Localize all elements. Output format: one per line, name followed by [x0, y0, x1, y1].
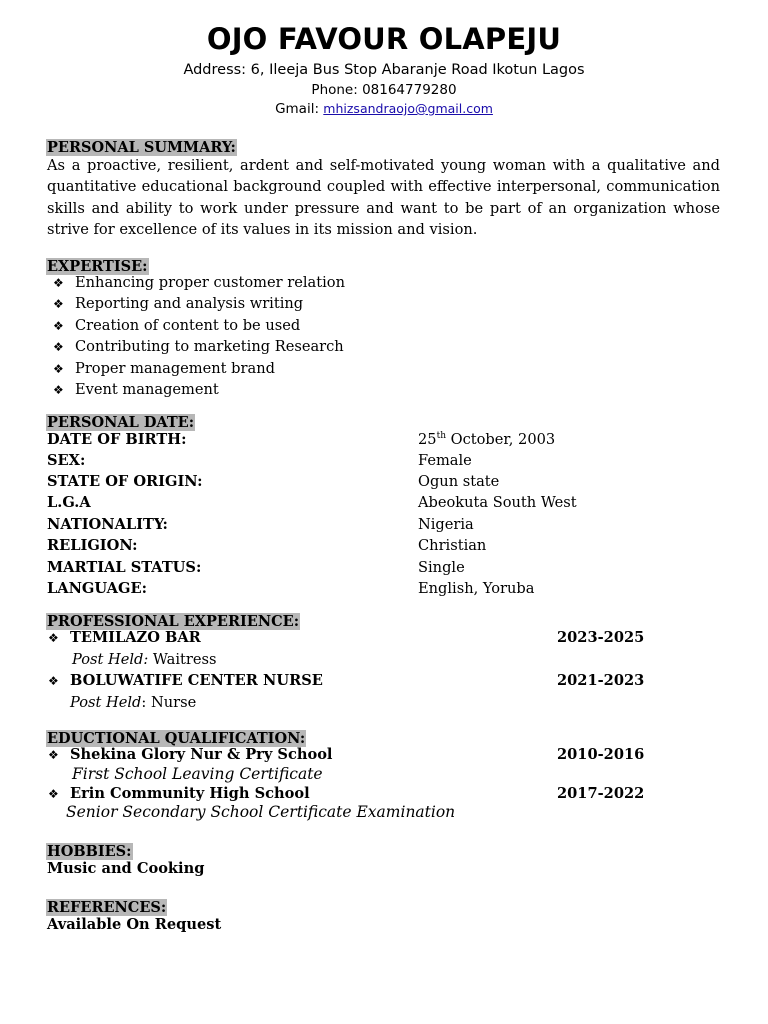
- expertise-item-text: Reporting and analysis writing: [75, 295, 304, 312]
- expertise-item: [53, 274, 345, 292]
- school-name-text: Shekina Glory Nur & Pry School: [70, 746, 333, 763]
- expertise-item-text: Creation of content to be used: [75, 317, 301, 334]
- post-value: : Nurse: [141, 694, 197, 711]
- expertise-item: [53, 360, 275, 378]
- hobbies-section-heading: [46, 841, 133, 860]
- diamond-bullet-icon: ❖: [53, 319, 64, 333]
- post-label: Post Held: [70, 694, 142, 711]
- job-place: TEMILAZO BAR: [70, 629, 201, 646]
- summary-heading: PERSONAL SUMMARY:: [47, 139, 236, 156]
- address-line: Address: 6, Ileeja Bus Stop Abaranje Road Ikotun Lagos: [183, 62, 585, 78]
- dob-label: DATE OF BIRTH:: [47, 431, 187, 448]
- resume-name: OJO FAVOUR OLAPEJU: [206, 22, 562, 56]
- school-name: [48, 746, 332, 764]
- dob-day: 25: [418, 431, 437, 448]
- references-text: Available On Request: [47, 916, 222, 933]
- origin-label: STATE OF ORIGIN:: [47, 473, 203, 490]
- expertise-item: [53, 295, 303, 313]
- personal-heading: PERSONAL DATE:: [47, 414, 195, 431]
- dob-value: [418, 431, 555, 448]
- school-certificate: Senior Secondary School Certificate Examination: [66, 803, 456, 821]
- nationality-value: Nigeria: [418, 516, 474, 533]
- school-certificate: First School Leaving Certificate: [72, 765, 323, 783]
- job-place: BOLUWATIFE CENTER NURSE: [70, 672, 323, 689]
- education-section-heading: [46, 728, 306, 747]
- dob-suffix: th: [436, 431, 446, 442]
- job-post: [70, 694, 196, 711]
- lga-label: L.G.A: [47, 494, 91, 511]
- expertise-section-heading: [46, 256, 149, 275]
- job-title: [48, 672, 323, 690]
- references-section-heading: [46, 897, 167, 916]
- expertise-item-text: Proper management brand: [75, 360, 275, 377]
- diamond-bullet-icon: ❖: [48, 674, 59, 688]
- nationality-label: NATIONALITY:: [47, 516, 168, 533]
- lga-value: Abeokuta South West: [418, 494, 577, 511]
- school-name-text: Erin Community High School: [70, 785, 310, 802]
- education-heading: EDUCTIONAL QUALIFICATION:: [47, 730, 306, 747]
- gmail-label: Gmail:: [275, 101, 319, 117]
- job-title: [48, 629, 201, 647]
- job-years: 2023-2025: [557, 629, 645, 646]
- hobbies-heading: HOBBIES:: [47, 843, 132, 860]
- dob-rest: October, 2003: [446, 431, 556, 448]
- language-value: English, Yoruba: [418, 580, 535, 597]
- post-value: Waitress: [148, 651, 217, 668]
- expertise-item-text: Contributing to marketing Research: [75, 338, 344, 355]
- marital-label: MARTIAL STATUS:: [47, 559, 202, 576]
- gmail-line: [0, 101, 768, 117]
- sex-value: Female: [418, 452, 472, 469]
- personal-section-heading: [46, 412, 195, 431]
- diamond-bullet-icon: ❖: [48, 748, 59, 762]
- diamond-bullet-icon: ❖: [48, 631, 59, 645]
- diamond-bullet-icon: ❖: [48, 787, 59, 801]
- references-heading: REFERENCES:: [47, 899, 167, 916]
- diamond-bullet-icon: ❖: [53, 362, 64, 376]
- diamond-bullet-icon: ❖: [53, 276, 64, 290]
- phone-line: Phone: 08164779280: [311, 82, 457, 98]
- job-post: [72, 651, 217, 668]
- marital-value: Single: [418, 559, 465, 576]
- expertise-item: [53, 338, 344, 356]
- summary-section-heading: [46, 137, 237, 156]
- language-label: LANGUAGE:: [47, 580, 147, 597]
- expertise-item: [53, 317, 300, 335]
- job-years: 2021-2023: [557, 672, 645, 689]
- origin-value: Ogun state: [418, 473, 500, 490]
- sex-label: SEX:: [47, 452, 86, 469]
- experience-heading: PROFESSIONAL EXPERIENCE:: [47, 613, 300, 630]
- religion-value: Christian: [418, 537, 487, 554]
- experience-section-heading: [46, 611, 300, 630]
- diamond-bullet-icon: ❖: [53, 297, 64, 311]
- email-link[interactable]: mhizsandraojo@gmail.com: [323, 101, 493, 116]
- hobbies-text: Music and Cooking: [47, 860, 205, 877]
- school-years: 2010-2016: [557, 746, 645, 763]
- expertise-item-text: Enhancing proper customer relation: [75, 274, 345, 291]
- religion-label: RELIGION:: [47, 537, 138, 554]
- expertise-item: [53, 381, 219, 399]
- school-name: [48, 785, 310, 803]
- summary-paragraph: As a proactive, resilient, ardent and self-motivated young woman with a qualitative and quantitative educational background coupled with effective interpersonal, communication skills and ability to work under pressure and want to be part of an organization whose strive for excellence of its values in its mission and vision.: [47, 157, 720, 239]
- post-label: Post Held:: [72, 651, 149, 668]
- diamond-bullet-icon: ❖: [53, 340, 64, 354]
- school-years: 2017-2022: [557, 785, 645, 802]
- diamond-bullet-icon: ❖: [53, 383, 64, 397]
- expertise-heading: EXPERTISE:: [47, 258, 148, 275]
- expertise-item-text: Event management: [75, 381, 219, 398]
